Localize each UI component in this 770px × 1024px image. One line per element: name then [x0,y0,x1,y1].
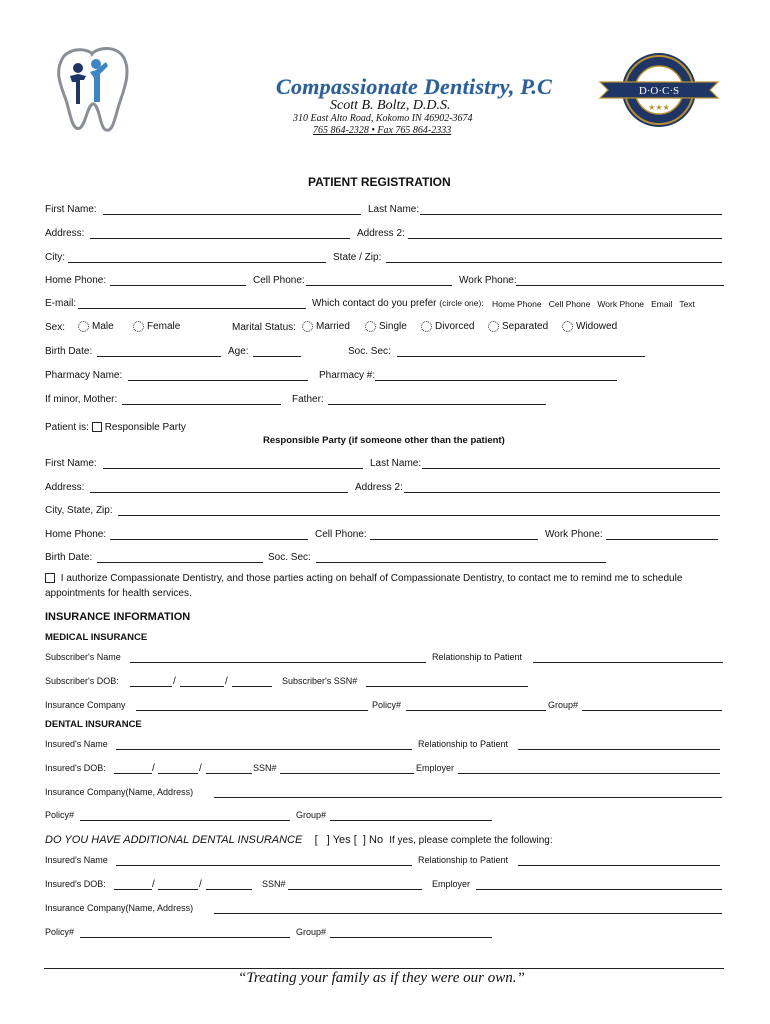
pharmacy-name-label: Pharmacy Name: [45,370,123,381]
den-insured-dob-label: Insured's DOB: [45,763,106,773]
soc-sec-label: Soc. Sec: [348,346,391,357]
birth-date-label: Birth Date: [45,346,93,357]
address-label: Address: [45,228,85,239]
practice-phone-fax: 765 864-2328 • Fax 765 864-2333 [313,125,452,136]
yes-label: Yes [332,834,351,846]
rp-cell-phone-field[interactable] [370,539,538,540]
dob-slash: / [173,676,176,687]
marital-single-option[interactable] [365,321,407,332]
city-field[interactable] [68,262,326,263]
rp-first-name-field[interactable] [103,468,363,469]
add-insured-dob-label: Insured's DOB: [45,879,106,889]
female-label: Female [147,321,181,333]
sex-female-option[interactable] [133,321,180,332]
add-employer-label: Employer [432,879,471,889]
seal-text: D·O·C·S [638,85,680,97]
father-label: Father: [292,394,324,405]
sex-label: Sex: [45,322,66,333]
state-zip-label: State / Zip: [333,252,382,263]
med-subscriber-ssn-label: Subscriber's SSN# [282,676,358,686]
dob-slash: / [199,879,202,890]
authorize-row [45,573,682,584]
authorize-line1: I authorize Compassionate Dentistry, and those parties acting on behalf of Compassionate Dentistry, to contact me to remind me to schedule [60,573,683,584]
med-dob-month-field[interactable] [130,686,172,687]
den-policy-label: Policy# [45,810,75,820]
responsible-heading: Responsible Party (if someone other than the patient) [263,435,505,446]
med-insurance-company-label: Insurance Company [45,700,126,710]
widowed-radio[interactable] [562,321,573,332]
marital-married-option[interactable] [302,321,350,332]
med-dob-year-field[interactable] [232,686,272,687]
birth-date-field[interactable] [97,356,221,357]
med-relationship-field[interactable] [533,662,723,663]
widowed-label: Widowed [576,321,618,333]
med-subscriber-ssn-field[interactable] [366,686,528,687]
add-policy-label: Policy# [45,927,75,937]
form-title: PATIENT REGISTRATION [308,175,451,189]
state-zip-field[interactable] [386,262,722,263]
add-company-label: Insurance Company(Name, Address) [45,903,194,913]
add-insured-name-field[interactable] [116,865,412,866]
med-group-label: Group# [548,700,579,710]
rp-last-name-label: Last Name: [370,458,422,469]
age-field[interactable] [253,356,301,357]
sex-male-option[interactable] [78,321,114,332]
rp-birth-date-label: Birth Date: [45,552,93,563]
rp-birth-date-field[interactable] [97,562,263,563]
city-label: City: [45,252,65,263]
rp-address-label: Address: [45,482,85,493]
den-insured-name-label: Insured's Name [45,739,108,749]
med-subscriber-dob-label: Subscriber's DOB: [45,676,119,686]
work-phone-label: Work Phone: [459,275,517,286]
dob-slash: / [152,763,155,774]
den-ssn-field[interactable] [280,773,414,774]
add-group-label: Group# [296,927,327,937]
rp-home-phone-label: Home Phone: [45,529,107,540]
add-company-field[interactable] [214,913,722,914]
home-phone-label: Home Phone: [45,275,107,286]
den-policy-field[interactable] [80,820,290,821]
dental-heading: DENTAL INSURANCE [45,719,142,730]
insurance-heading: INSURANCE INFORMATION [45,611,191,623]
rp-city-state-zip-label: City, State, Zip: [45,505,113,516]
contact-pref-label [312,298,484,309]
med-policy-label: Policy# [372,700,402,710]
married-radio[interactable] [302,321,313,332]
email-label: E-mail: [45,298,77,309]
den-ssn-label: SSN# [253,763,277,773]
address2-label: Address 2: [357,228,405,239]
single-radio[interactable] [365,321,376,332]
contact-option-work[interactable]: Work Phone [597,299,645,309]
first-name-field[interactable] [103,214,361,215]
married-label: Married [316,321,350,333]
add-insured-name-label: Insured's Name [45,855,108,865]
cell-phone-label: Cell Phone: [253,275,305,286]
den-employer-field[interactable] [458,773,720,774]
den-relationship-label: Relationship to Patient [418,739,509,749]
add-relationship-field[interactable] [518,865,720,866]
work-phone-field[interactable] [516,285,724,286]
father-field[interactable] [328,404,546,405]
den-dob-day-field[interactable] [158,773,198,774]
medical-heading: MEDICAL INSURANCE [45,632,148,643]
mother-field[interactable] [122,404,281,405]
add-group-field[interactable] [330,937,492,938]
den-company-field[interactable] [214,797,722,798]
rp-address2-field[interactable] [404,492,720,493]
last-name-label: Last Name: [368,204,420,215]
contact-pref-note: (circle one): [439,298,484,308]
add-ssn-field[interactable] [288,889,422,890]
med-group-field[interactable] [582,710,722,711]
svg-text:★★★: ★★★ [648,103,670,112]
dob-slash: / [199,763,202,774]
add-dob-day-field[interactable] [158,889,198,890]
rp-city-state-zip-field[interactable] [118,515,720,516]
last-name-field[interactable] [420,214,722,215]
male-radio[interactable] [78,321,89,332]
den-dob-year-field[interactable] [206,773,252,774]
authorize-checkbox[interactable] [45,573,55,583]
separated-label: Separated [502,321,549,333]
med-policy-field[interactable] [406,710,546,711]
if-yes-note: If yes, please complete the following: [389,835,553,846]
female-radio[interactable] [133,321,144,332]
authorize-line2: appointments for health services. [45,588,192,599]
den-group-field[interactable] [330,820,492,821]
logo [50,42,132,134]
practice-address: 310 East Alto Road, Kokomo IN 46902-3674 [293,113,473,124]
home-phone-field[interactable] [110,285,246,286]
contact-pref-text: Which contact do you prefer [312,298,437,309]
additional-question: DO YOU HAVE ADDITIONAL DENTAL INSURANCE [45,834,303,846]
med-insurance-company-field[interactable] [136,710,368,711]
patient-is-row [45,422,186,433]
no-label: No [369,834,384,846]
add-ssn-label: SSN# [262,879,286,889]
email-field[interactable] [78,308,306,309]
contact-options [492,299,695,309]
rp-first-name-label: First Name: [45,458,97,469]
pharmacy-number-field[interactable] [375,380,617,381]
dob-slash: / [152,879,155,890]
rp-work-phone-field[interactable] [606,539,718,540]
rp-address-field[interactable] [90,492,348,493]
den-group-label: Group# [296,810,327,820]
contact-option-text[interactable]: Text [679,299,695,309]
footer-divider [44,968,724,969]
practice-name: Compassionate Dentistry, P.C [276,74,553,99]
doctor-name: Scott B. Boltz, D.D.S. [330,98,451,113]
responsible-party-checkbox[interactable] [92,422,102,432]
rp-soc-sec-field[interactable] [316,562,606,563]
patient-is-label: Patient is: [45,422,89,433]
rp-soc-sec-label: Soc. Sec: [268,552,311,563]
contact-option-email[interactable]: Email [651,299,673,309]
marital-label: Marital Status: [232,322,296,333]
mother-label: If minor, Mother: [45,394,118,405]
first-name-label: First Name: [45,204,97,215]
rp-home-phone-field[interactable] [110,539,308,540]
footer-slogan: “Treating your family as if they were our own.” [238,970,525,986]
divorced-label: Divorced [435,321,475,333]
address-field[interactable] [90,238,350,239]
yes-bracket[interactable]: [ ] [314,834,330,846]
rp-address2-label: Address 2: [355,482,403,493]
den-relationship-field[interactable] [518,749,720,750]
marital-separated-option[interactable] [488,321,548,332]
soc-sec-field[interactable] [397,356,645,357]
pharmacy-name-field[interactable] [128,380,308,381]
contact-option-cell[interactable]: Cell Phone [548,299,591,309]
add-policy-field[interactable] [80,937,290,938]
cell-phone-field[interactable] [306,285,452,286]
med-relationship-label: Relationship to Patient [432,652,523,662]
den-dob-month-field[interactable] [114,773,152,774]
contact-option-home[interactable]: Home Phone [492,299,542,309]
rp-last-name-field[interactable] [422,468,720,469]
add-employer-field[interactable] [476,889,722,890]
med-dob-day-field[interactable] [180,686,224,687]
divorced-radio[interactable] [421,321,432,332]
med-subscriber-name-label: Subscriber's Name [45,652,121,662]
docs-seal [598,50,720,130]
add-dob-month-field[interactable] [114,889,152,890]
responsible-party-label: Responsible Party [104,422,186,433]
add-dob-year-field[interactable] [206,889,252,890]
den-company-label: Insurance Company(Name, Address) [45,787,194,797]
marital-widowed-option[interactable] [562,321,617,332]
den-insured-name-field[interactable] [116,749,412,750]
pharmacy-number-label: Pharmacy #: [319,370,376,381]
no-bracket[interactable]: [ ] [353,834,366,846]
age-label: Age: [228,346,249,357]
dob-slash: / [225,676,228,687]
add-relationship-label: Relationship to Patient [418,855,509,865]
additional-insurance-row [45,834,553,846]
address2-field[interactable] [408,238,722,239]
separated-radio[interactable] [488,321,499,332]
rp-cell-phone-label: Cell Phone: [315,529,367,540]
med-subscriber-name-field[interactable] [130,662,426,663]
rp-work-phone-label: Work Phone: [545,529,603,540]
male-label: Male [92,321,114,333]
single-label: Single [379,321,407,333]
marital-divorced-option[interactable] [421,321,474,332]
den-employer-label: Employer [416,763,455,773]
